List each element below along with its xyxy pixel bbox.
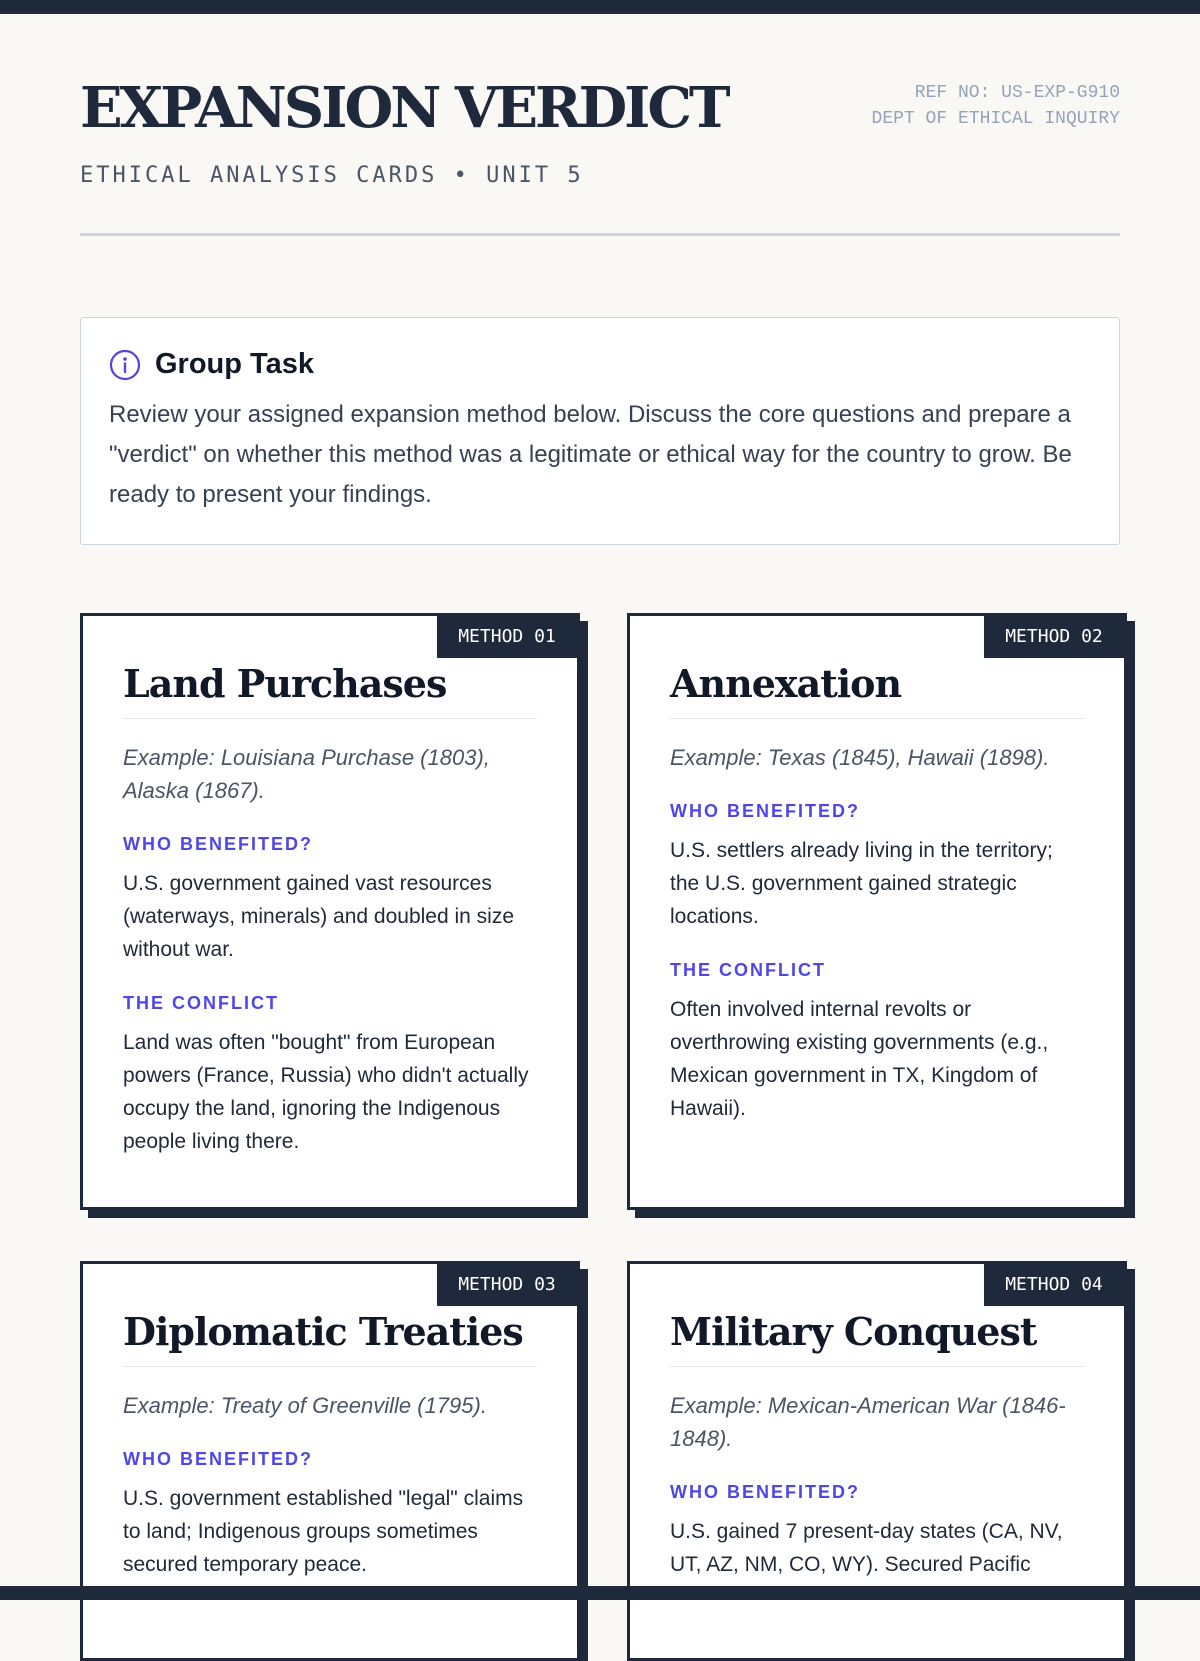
method-example: Example: Mexican-American War (1846-1848). — [670, 1392, 1066, 1451]
method-card-diplomatic-treaties — [80, 1261, 580, 1661]
who-benefited-label: WHO BENEFITED? — [123, 1448, 313, 1469]
page-subtitle: ETHICAL ANALYSIS CARDS • UNIT 5 — [80, 163, 584, 188]
method-card-military-conquest — [627, 1261, 1127, 1661]
conflict-text: Land was often "bought" from European powers (France, Russia) who didn't actually occupy the land, ignoring the Indigenous people living there. — [123, 1030, 529, 1153]
header-divider — [80, 233, 1120, 236]
top-bar — [0, 0, 1200, 14]
who-benefited-label: WHO BENEFITED? — [670, 800, 860, 821]
who-benefited-label: WHO BENEFITED? — [670, 1481, 860, 1502]
method-title: Military Conquest — [670, 1310, 1084, 1367]
department-label: DEPT OF ETHICAL INQUIRY — [871, 109, 1120, 130]
method-card-land-purchases — [80, 613, 580, 1210]
method-tag: METHOD 02 — [984, 616, 1124, 658]
ref-number: REF NO: US-EXP-G910 — [914, 83, 1120, 103]
method-example: Example: Texas (1845), Hawaii (1898). — [670, 744, 1050, 770]
method-title: Annexation — [670, 662, 1084, 719]
who-benefited-text: U.S. government gained vast resources (waterways, minerals) and doubled in size without war. — [123, 871, 515, 961]
who-benefited-text: U.S. gained 7 present-day states (CA, NV, UT, AZ, NM, CO, WY). Secured Pacific — [670, 1519, 1063, 1576]
who-benefited-text: U.S. settlers already living in the territory; the U.S. government gained strategic locations. — [670, 838, 1053, 928]
method-title: Land Purchases — [123, 662, 537, 719]
who-benefited-label: WHO BENEFITED? — [123, 833, 313, 854]
conflict-label: THE CONFLICT — [670, 959, 826, 980]
method-example: Example: Treaty of Greenville (1795). — [123, 1392, 487, 1418]
method-tag: METHOD 01 — [437, 616, 577, 658]
task-instructions: Review your assigned expansion method below. Discuss the core questions and prepare a "verdict" on whether this method was a legitimate or ethical way for the country to grow. Be ready to present your findings. — [109, 401, 1072, 508]
group-task-box — [80, 317, 1120, 545]
task-title: Group Task — [155, 348, 314, 380]
reference-block — [872, 80, 1120, 132]
method-card-annexation — [627, 613, 1127, 1210]
conflict-text: Often involved internal revolts or overthrowing existing governments (e.g., Mexican government in TX, Kingdom of Hawaii). — [670, 997, 1049, 1120]
bottom-bar — [0, 1586, 1200, 1600]
task-header — [109, 348, 1091, 381]
page-title: EXPANSION VERDICT — [80, 75, 728, 141]
who-benefited-text: U.S. government established "legal" claims to land; Indigenous groups sometimes secured temporary peace. — [123, 1486, 524, 1576]
method-tag: METHOD 04 — [984, 1264, 1124, 1306]
conflict-label: THE CONFLICT — [123, 992, 279, 1013]
method-tag: METHOD 03 — [437, 1264, 577, 1306]
info-icon — [109, 349, 141, 381]
method-title: Diplomatic Treaties — [123, 1310, 537, 1367]
method-example: Example: Louisiana Purchase (1803), Alaska (1867). — [123, 744, 490, 803]
